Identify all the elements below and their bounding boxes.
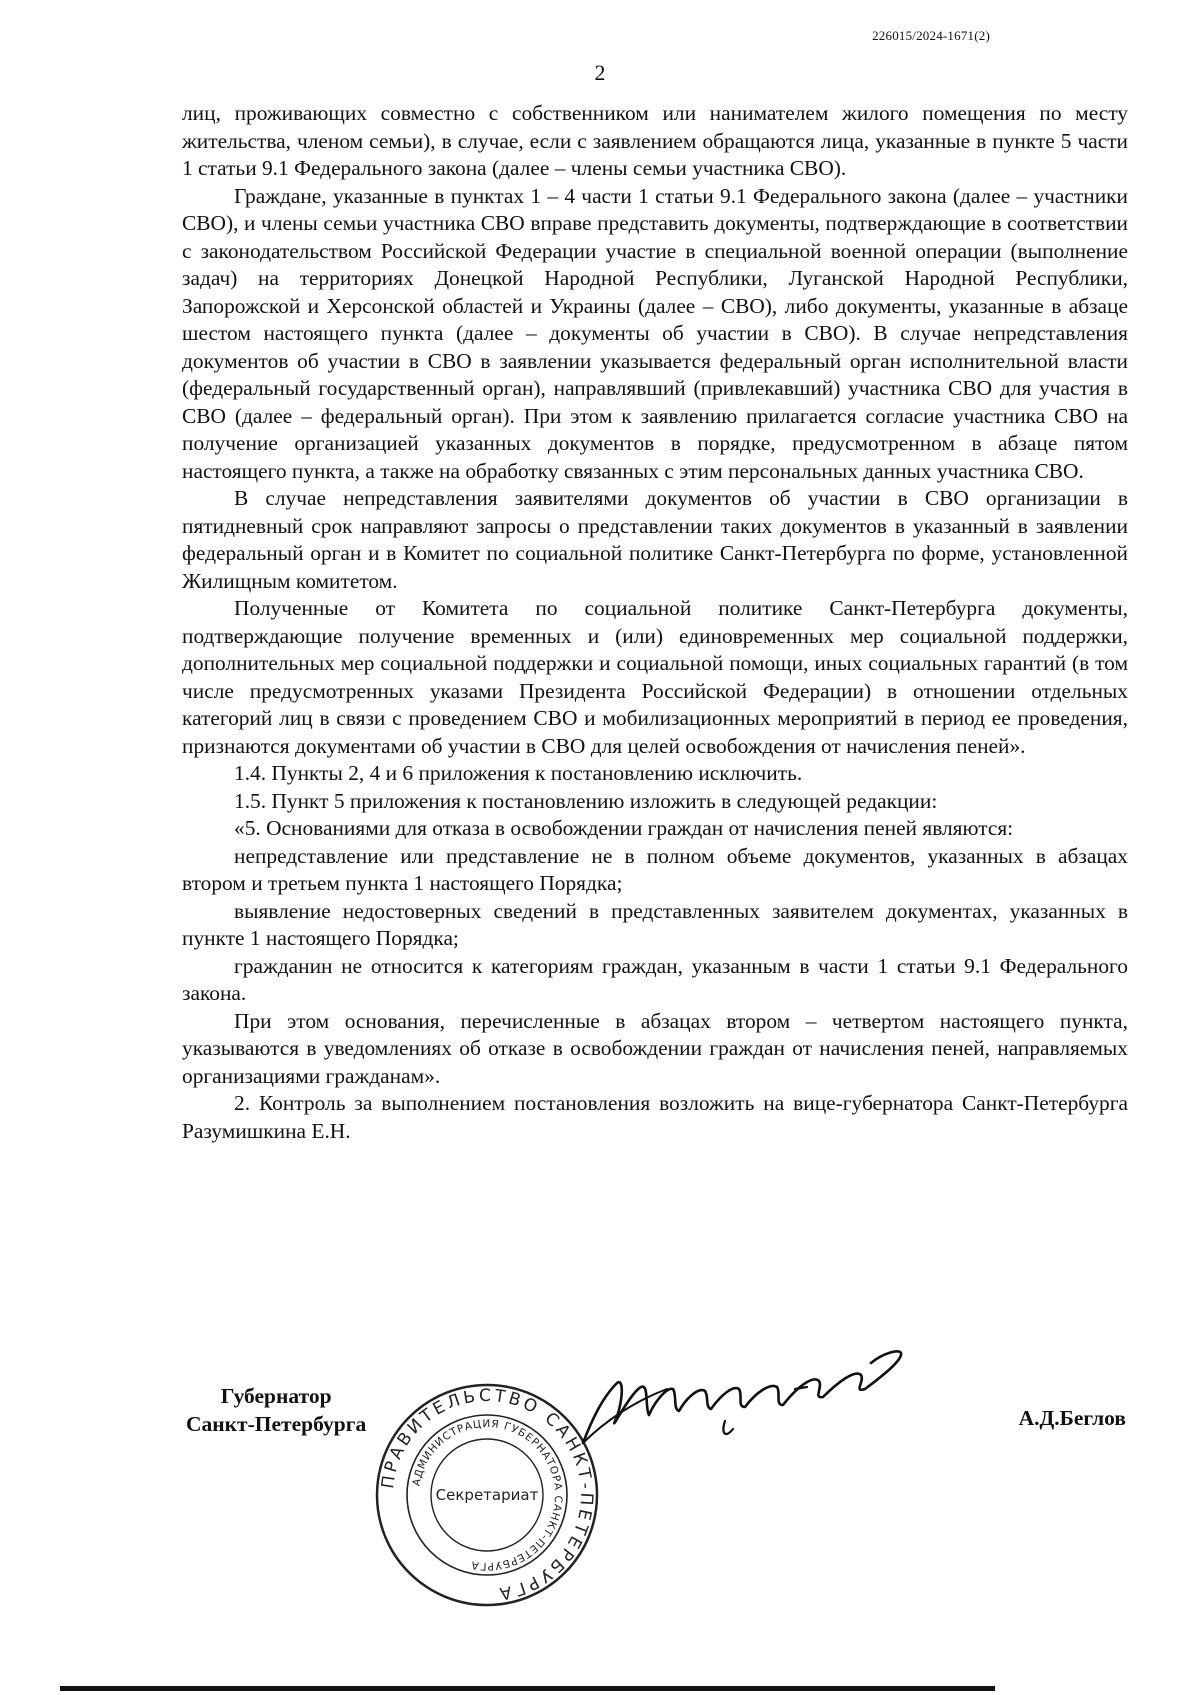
bottom-rule <box>60 1686 995 1691</box>
paragraph-item-1-5: 1.5. Пункт 5 приложения к постановлению изложить в следующей редакции: <box>234 788 938 813</box>
paragraph-svo-participants: Граждане, указанные в пунктах 1 – 4 части 1 статьи 9.1 Федерального закона (далее – участники СВО), и члены семьи участника СВО вправе представить документы, подтверждающие в соответствии с законодательством Российской Федерации участие в специальной военной операции (выполнение задач) на территориях Донецкой Народной Республики, Луганской Народной Республики, Запорожской и Херсонской областей и Украины (далее – СВО), либо документы, указанные в абзаце шестом настоящего пункта (далее – документы об участии в СВО). В случае непредставления документов об участии в СВО в заявлении указывается федеральный орган исполнительной власти (федеральный государственный орган), направлявший (привлекавший) участника СВО для участия в СВО (далее – федеральный орган). При этом к заявлению прилагается согласие участника СВО на получение организацией указанных документов в порядке, предусмотренном в абзаце пятом настоящего пункта, а также на обработку связанных с этим персональных данных участника СВО. <box>182 183 1128 483</box>
official-stamp <box>372 1380 602 1610</box>
signatory-position-line2: Санкт-Петербурга <box>186 1412 367 1436</box>
signatory-position-line1: Губернатор <box>220 1384 332 1408</box>
paragraph-ground-3: гражданин не относится к категориям граждан, указанным в части 1 статьи 9.1 Федерального закона. <box>182 953 1128 1005</box>
signatory-name: А.Д.Беглов <box>1018 1406 1126 1430</box>
paragraph-refusal-grounds: «5. Основаниями для отказа в освобождении граждан от начисления пеней являются: <box>234 816 1014 840</box>
paragraph-requests: В случае непредставления заявителями документов об участии в СВО организации в пятидневный срок направляют запросы о представлении таких документов в указанный в заявлении федеральный орган и в Комитет по социальной политике Санкт-Петербурга по форме, установленной Жилищным комитетом. <box>182 486 1128 593</box>
stamp-inner-text: АДМИНИСТРАЦИЯ ГУБЕРНАТОРА САНКТ-ПЕТЕРБУРГА <box>410 1417 565 1573</box>
stamp-outer-text: ПРАВИТЕЛЬСТВО САНКТ-ПЕТЕРБУРГА <box>378 1385 597 1604</box>
document-body <box>182 100 1128 1145</box>
paragraph-control: 2. Контроль за выполнением постановления возложить на вице-губернатора Санкт-Петербурга Разумишкина Е.Н. <box>182 1091 1128 1143</box>
document-number: 226015/2024-1671(2) <box>872 28 990 43</box>
handwritten-signature <box>575 1325 935 1455</box>
paragraph-continuation: лиц, проживающих совместно с собственником или нанимателем жилого помещения по месту жительства, членом семьи), в случае, если с заявлением обращаются лица, указанные в пункте 5 части 1 статьи 9.1 Федерального закона (далее – члены семьи участника СВО). <box>182 101 1128 180</box>
paragraph-ground-1: непредставление или представление не в полном объеме документов, указанных в абзацах втором и третьем пункта 1 настоящего Порядка; <box>182 843 1128 895</box>
signatory-position <box>186 1382 366 1438</box>
stamp-center-text: Секретариат <box>435 1486 539 1504</box>
paragraph-item-1-4: 1.4. Пункты 2, 4 и 6 приложения к постановлению исключить. <box>234 761 803 785</box>
page-number: 2 <box>594 60 606 85</box>
paragraph-received-documents: Полученные от Комитета по социальной политике Санкт-Петербурга документы, подтверждающие получение временных и (или) единовременных мер социальной поддержки, дополнительных мер социальной поддержки и социальной помощи, иных социальных гарантий (в том числе предусмотренных указами Президента Российской Федерации) в отношении отдельных категорий лиц в связи с проведением СВО и мобилизационных мероприятий в период ее проведения, признаются документами об участии в СВО для целей освобождения от начисления пеней». <box>182 596 1128 758</box>
paragraph-notification: При этом основания, перечисленные в абзацах втором – четвертом настоящего пункта, указываются в уведомлениях об отказе в освобождении граждан от начисления пеней, направляемых организациями гражданам». <box>182 1008 1128 1088</box>
paragraph-ground-2: выявление недостоверных сведений в представленных заявителем документах, указанных в пункте 1 настоящего Порядка; <box>182 898 1128 950</box>
